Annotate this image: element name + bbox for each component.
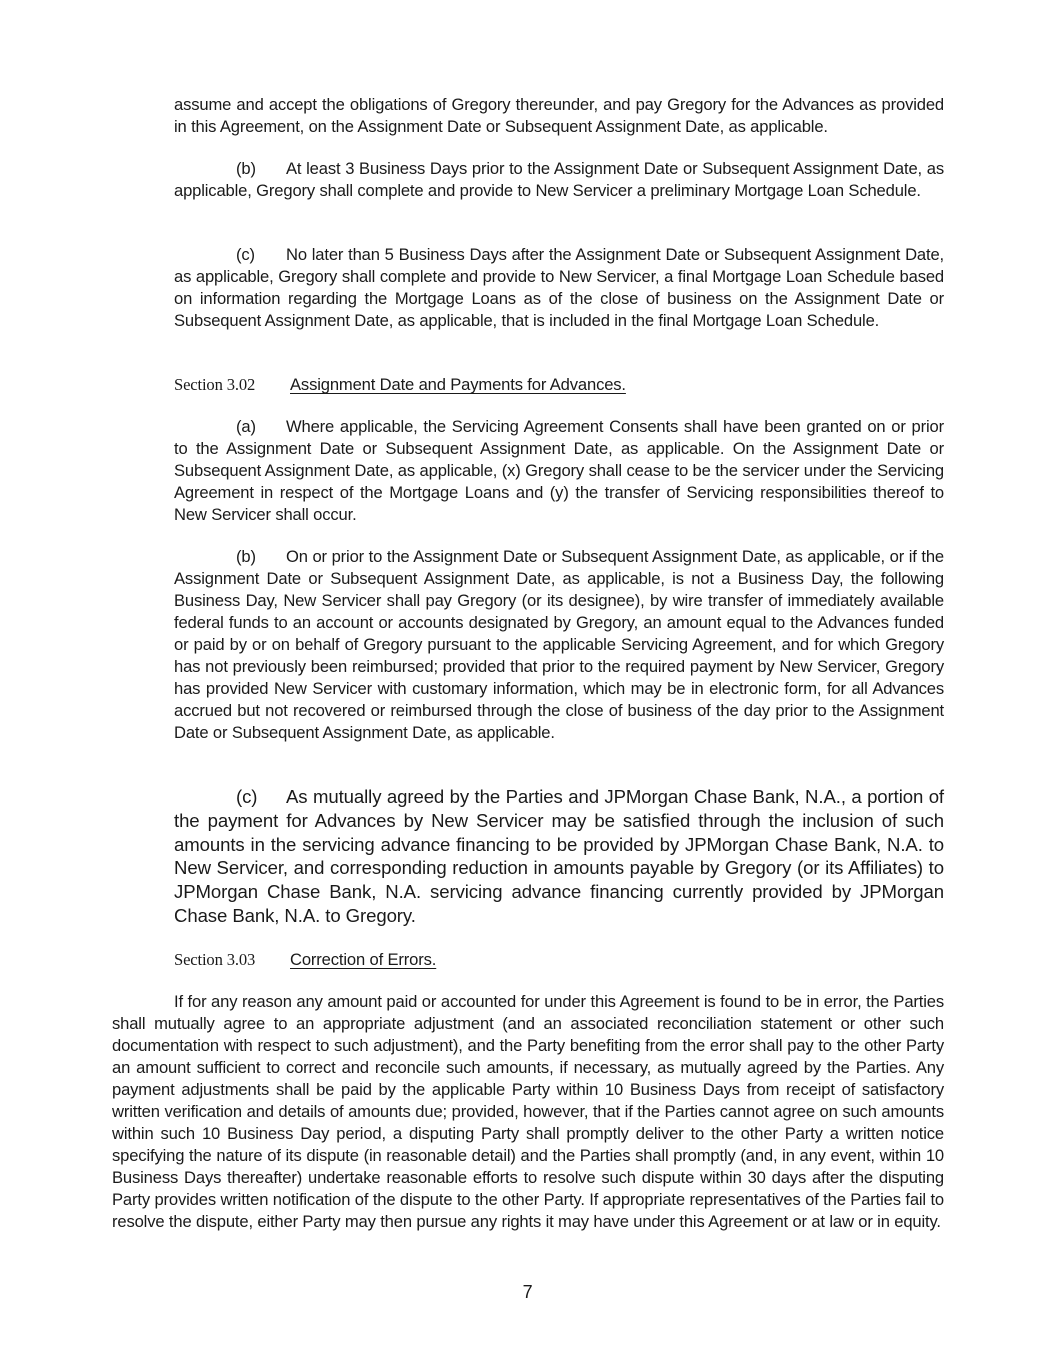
clause-3-02-c xyxy=(174,785,944,928)
clause-3-02-b xyxy=(174,546,944,744)
continuation-paragraph: assume and accept the obligations of Gregory thereunder, and pay Gregory for the Advances as provided in this Agreement, on the Assignment Date or Subsequent Assignment Date, as applicable. xyxy=(174,95,944,136)
clause-text: At least 3 Business Days prior to the Assignment Date or Subsequent Assignment Date, as applicable, Gregory shall complete and provide to New Servicer a preliminary Mortgage Loan Schedule. xyxy=(174,159,944,200)
section-3-03-body xyxy=(112,991,944,1233)
clause-3-01-b xyxy=(174,158,944,202)
clause-marker: (b) xyxy=(236,159,256,178)
clause-marker: (a) xyxy=(236,417,256,436)
clause-3-01-c xyxy=(174,244,944,332)
clause-text: Where applicable, the Servicing Agreement Consents shall have been granted on or prior to the Assignment Date or Subsequent Assignment Date, as applicable. On the Assignment Date or Subsequent Assignment Date, as applicable, (x) Gregory shall cease to be the servicer under the Servicing Agreement in respect of the Mortgage Loans and (y) the transfer of Servicing responsibilities thereof to New Servicer shall occur. xyxy=(174,417,944,524)
section-number: Section 3.03 xyxy=(174,950,256,969)
clause-marker: (b) xyxy=(236,547,256,566)
clause-marker: (c) xyxy=(236,245,255,264)
paragraph-text: If for any reason any amount paid or accounted for under this Agreement is found to be in error, the Parties shall mutually agree to an appropriate adjustment (and an associated reconciliation statement or other such documentation with respect to such adjustment), and the Party benefiting from the error shall pay to the other Party an amount sufficient to correct and reconcile such amounts, if necessary, as mutually agreed by the Parties. Any payment adjustments shall be paid by the applicable Party within 10 Business Days from receipt of satisfactory written verification and details of amounts due; provided, however, that if the Parties cannot agree on such amounts within such 10 Business Day period, a disputing Party shall promptly deliver to the other Party a written notice specifying the nature of its dispute (in reasonable detail) and the Parties shall promptly (and, in any event, within 10 Business Days thereafter) undertake reasonable efforts to resolve such dispute within 30 days after the disputing Party provides written notification of the dispute to the other Party. If appropriate representatives of the Parties fail to resolve the dispute, either Party may then pursue any rights it may have under this Agreement or at law or in equity. xyxy=(112,992,944,1231)
clause-3-02-a xyxy=(174,416,944,526)
clause-text: No later than 5 Business Days after the Assignment Date or Subsequent Assignment Date, as applicable, Gregory shall complete and provide to New Servicer, a final Mortgage Loan Schedule based on information regarding the Mortgage Loans as of the close of business on the Assignment Date or Subsequent Assignment Date, as applicable, that is included in the final Mortgage Loan Schedule. xyxy=(174,245,944,330)
section-number: Section 3.02 xyxy=(174,375,256,394)
section-title: Assignment Date and Payments for Advances. xyxy=(290,375,626,394)
clause-text: As mutually agreed by the Parties and JPMorgan Chase Bank, N.A., a portion of the payment for Advances by New Servicer may be satisfied through the inclusion of such amounts in the servicing advance financing to be provided by JPMorgan Chase Bank, N.A. to New Servicer, and corresponding reduction in amounts payable by Gregory (or its Affiliates) to JPMorgan Chase Bank, N.A. servicing advance financing currently provided by JPMorgan Chase Bank, N.A. to Gregory. xyxy=(174,786,944,926)
section-3-02-heading xyxy=(174,374,626,396)
clause-text: On or prior to the Assignment Date or Subsequent Assignment Date, as applicable, or if the Assignment Date or Subsequent Assignment Date, as applicable, is not a Business Day, the following Business Day, New Servicer shall pay Gregory (or its designee), by wire transfer of immediately available federal funds to an account or accounts designated by Gregory, an amount equal to the Advances funded or paid by or on behalf of Gregory pursuant to the applicable Servicing Agreement, and for which Gregory has not previously been reimbursed; provided that prior to the required payment by New Servicer, Gregory has provided New Servicer with customary information, which may be in electronic form, for all Advances accrued but not recovered or reimbursed through the close of business of the day prior to the Assignment Date or Subsequent Assignment Date, as applicable. xyxy=(174,547,944,742)
page-number: 7 xyxy=(522,1282,533,1302)
section-3-03-heading xyxy=(174,949,436,971)
section-title: Correction of Errors. xyxy=(290,950,437,969)
clause-marker: (c) xyxy=(236,786,258,807)
